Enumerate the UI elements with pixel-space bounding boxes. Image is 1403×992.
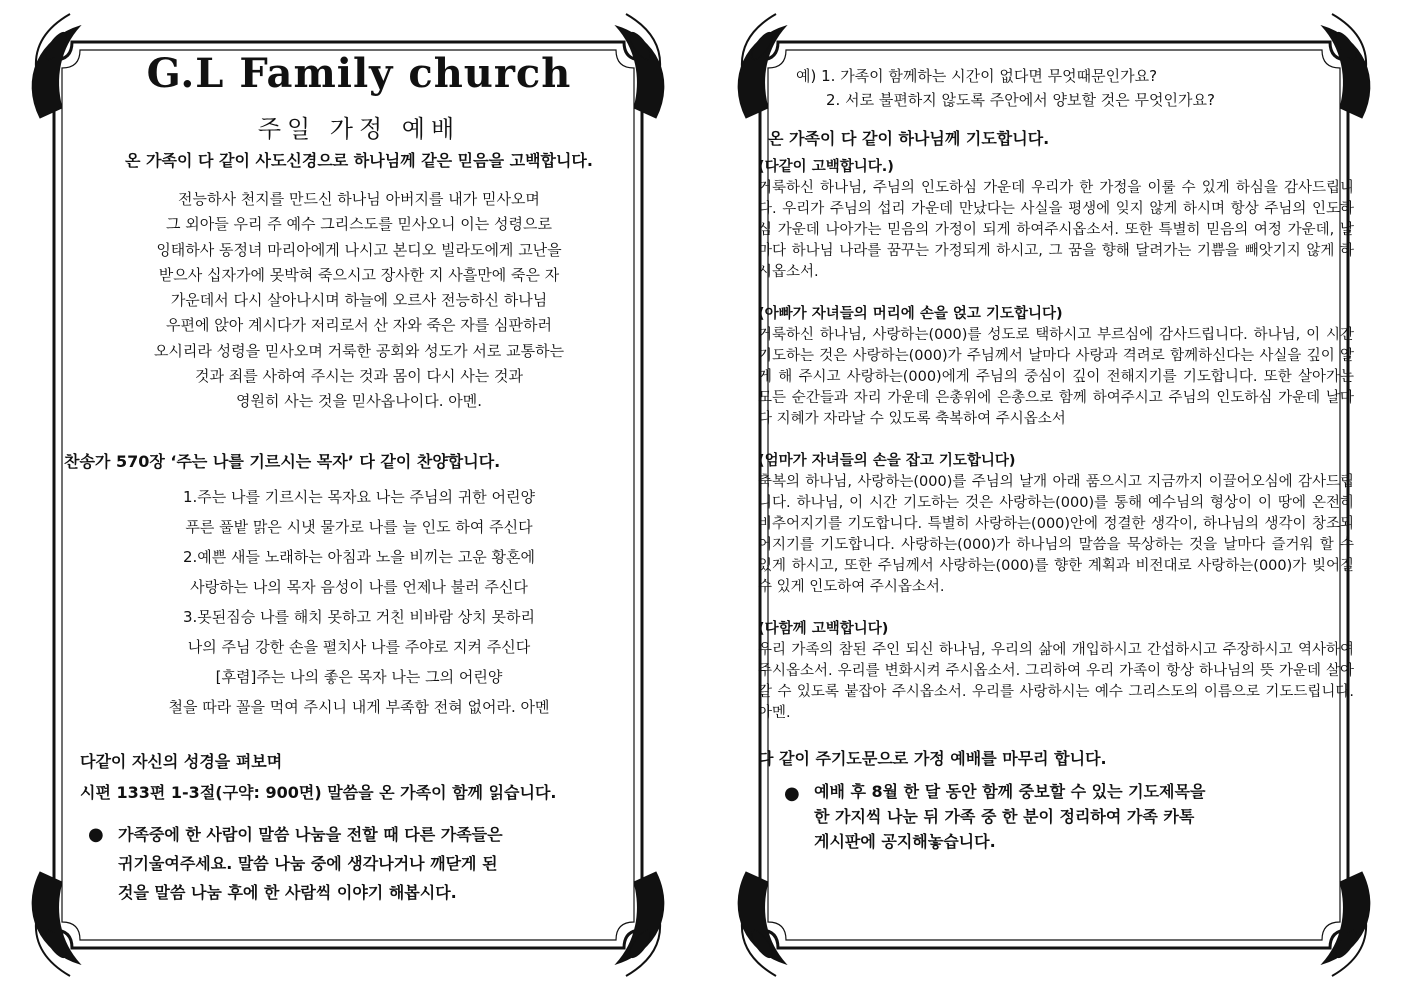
creed-line: 우편에 앉아 계시다가 저리로서 산 자와 죽은 자를 심판하러 (166, 316, 552, 335)
creed-line: 받으사 십자가에 못박혀 죽으시고 장사한 지 사흘만에 죽은 자 (158, 265, 560, 284)
note-line: 가족중에 한 사람이 말씀 나눔을 전할 때 다른 가족들은 (118, 824, 503, 844)
prayer-head: (다같이 고백합니다.) (758, 159, 894, 175)
note-line: 한 가지씩 나눈 뒤 가족 중 한 분이 정리하여 가족 카톡 (814, 807, 1195, 826)
creed-line: 오시리라 성령을 믿사오며 거룩한 공회와 성도가 서로 교통하는 (153, 341, 565, 360)
church-title: G.L Family church (146, 50, 572, 97)
hymn-line: [후렴]주는 나의 좋은 목자 나는 그의 어린양 (215, 667, 503, 686)
note-line: 것을 말씀 나눔 후에 한 사람씩 이야기 해봅시다. (118, 882, 457, 902)
creed-line: 것과 죄를 사하여 주시는 것과 몸이 다시 사는 것과 (195, 367, 523, 386)
hymn-line: 사랑하는 나의 목자 음성이 나를 언제나 불러 주신다 (190, 577, 528, 596)
prayer-head: (다함께 고백합니다) (758, 621, 889, 637)
note-line: 게시판에 공지해놓습니다. (814, 832, 996, 851)
left-content (64, 46, 654, 907)
hymn-line: 3.못된짐승 나를 해치 못하고 거친 비바람 상치 못하리 (183, 607, 535, 626)
bullet-icon: ● (784, 783, 800, 804)
example-line: 2. 서로 불편하지 않도록 주안에서 양보할 것은 무엇인가요? (826, 91, 1215, 109)
note-line: 귀기울여주세요. 말씀 나눔 중에 생각나거나 깨닫게 된 (118, 853, 498, 873)
prayer-body: 거룩하신 하나님, 주님의 인도하심 가운데 우리가 한 가정을 이룰 수 있게 하심을 감사드립니다. 우리가 주님의 섭리 가운데 만났다는 사실을 평생에 잊지 않게 하시며 항상 주님의 인도하심 가운데 나아가는 믿음의 가정이 되게 하여주시옵소서. 또한 특별히 믿음의 여정 가운데, 날마다 하나님 나라를 꿈꾸는 가정되게 하시고, 그 꿈을 향해 달려가는 기쁨을 빼앗기지 않게 하시옵소서. (758, 180, 1354, 280)
prayer-section (758, 157, 1354, 283)
prayer-head: (아빠가 자녀들의 머리에 손을 얹고 기도합니다) (758, 306, 1063, 322)
creed-line: 영원히 사는 것을 믿사옵나이다. 아멘. (236, 392, 482, 411)
hymn-lyrics (64, 482, 654, 722)
prayer-head: (엄마가 자녀들의 손을 잡고 기도합니다) (758, 453, 1016, 469)
prayer-body: 우리 가족의 참된 주인 되신 하나님, 우리의 삶에 개입하시고 간섭하시고 주장하시고 역사하여 주시옵소서. 우리를 변화시켜 주시옵소서. 그리하여 우리 가족이 항상 하나님의 뜻 가운데 살아 갈 수 있도록 붙잡아 주시옵소서. 우리를 사랑하시는 예수 그리스도의 이름으로 기도드립니다. 아멘. (758, 642, 1354, 721)
hymn-line: 푸른 풀밭 맑은 시냇 물가로 나를 늘 인도 하여 주신다 (185, 517, 533, 536)
hymn-line: 나의 주님 강한 손을 펼치사 나를 주야로 지켜 주신다 (187, 637, 531, 656)
hymn-line: 2.예쁜 새들 노래하는 아침과 노을 비끼는 고운 황혼에 (183, 547, 535, 566)
bible-reading (64, 746, 654, 808)
prayer-section (758, 451, 1354, 598)
service-subtitle: 주일 가정 예배 (257, 115, 461, 143)
creed-heading: 온 가족이 다 같이 사도신경으로 하나님께 같은 믿음을 고백합니다. (125, 151, 593, 170)
hymn-heading: 찬송가 570장 ‘주는 나를 기르시는 목자’ 다 같이 찬양합니다. (64, 451, 501, 471)
prayer-heading: 온 가족이 다 같이 하나님께 기도합니다. (768, 129, 1050, 148)
right-content (758, 64, 1354, 854)
bible-passage: 시편 133편 1-3절(구약: 900면) 말씀을 온 가족이 함께 읽습니다. (80, 782, 557, 802)
bullet-icon: ● (88, 823, 104, 845)
hymn-line: 1.주는 나를 기르시는 목자요 나는 주님의 귀한 어린양 (183, 487, 535, 506)
prayer-request-note (758, 779, 1354, 854)
right-page (716, 8, 1392, 982)
left-page (10, 8, 686, 982)
example-line: 예) 1. 가족이 함께하는 시간이 없다면 무엇때문인가요? (796, 67, 1158, 85)
creed-line: 그 외아들 우리 주 예수 그리스도를 믿사오니 이는 성령으로 (166, 215, 552, 234)
creed-line: 가운데서 다시 살아나시며 하늘에 오르사 전능하신 하나님 (170, 291, 548, 310)
creed-line: 잉태하사 동정녀 마리아에게 나시고 본디오 빌라도에게 고난을 (156, 240, 562, 259)
note-line: 예배 후 8월 한 달 동안 함께 중보할 수 있는 기도제목을 (814, 782, 1206, 801)
closing-line: 다 같이 주기도문으로 가정 예배를 마무리 합니다. (758, 749, 1107, 768)
apostles-creed (64, 187, 654, 415)
sharing-note (64, 820, 654, 907)
creed-line: 전능하사 천지를 만드신 하나님 아버지를 내가 믿사오며 (178, 190, 540, 208)
prayer-section (758, 619, 1354, 724)
prayer-body: 거룩하신 하나님, 사랑하는(000)를 성도로 택하시고 부르심에 감사드립니다. 하나님, 이 시간 기도하는 것은 사랑하는(000)가 주님께서 날마다 사랑과 격려로 함께하신다는 사실을 깊이 알게 해 주시고 사랑하는(000)에게 주님의 중심이 깊이 전해지기를 기도합니다. 또한 살아가는 모든 순간들과 자리 가운데 은총위에 은총으로 함께 하여주시고 주님의 인도하심 가운데 날마다 지혜가 자라날 수 있도록 축복하여 주시옵소서 (758, 327, 1354, 427)
bible-intro: 다같이 자신의 성경을 펴보며 (80, 751, 283, 771)
prayer-body: 축복의 하나님, 사랑하는(000)를 주님의 날개 아래 품으시고 지금까지 이끌어오심에 감사드립니다. 하나님, 이 시간 기도하는 것은 사랑하는(000)를 통해 예수님의 형상이 이 땅에 온전히 비추어지기를 기도합니다. 특별히 사랑하는(000)안에 정결한 생각이, 하나님의 생각이 창조되어지기를 기도합니다. 사랑하는(000)가 하나님의 말씀을 묵상하는 것을 날마다 즐거워 할 수 있게 하시고, 또한 주님께서 사랑하는(000)를 향한 계획과 비전대로 사랑하는(000)가 빚어질 수 있게 인도하여 주시옵소서. (758, 474, 1354, 595)
discussion-examples (758, 64, 1354, 112)
prayer-section (758, 304, 1354, 430)
hymn-line: 철을 따라 꼴을 먹여 주시니 내게 부족함 전혀 없어라. 아멘 (168, 697, 550, 716)
